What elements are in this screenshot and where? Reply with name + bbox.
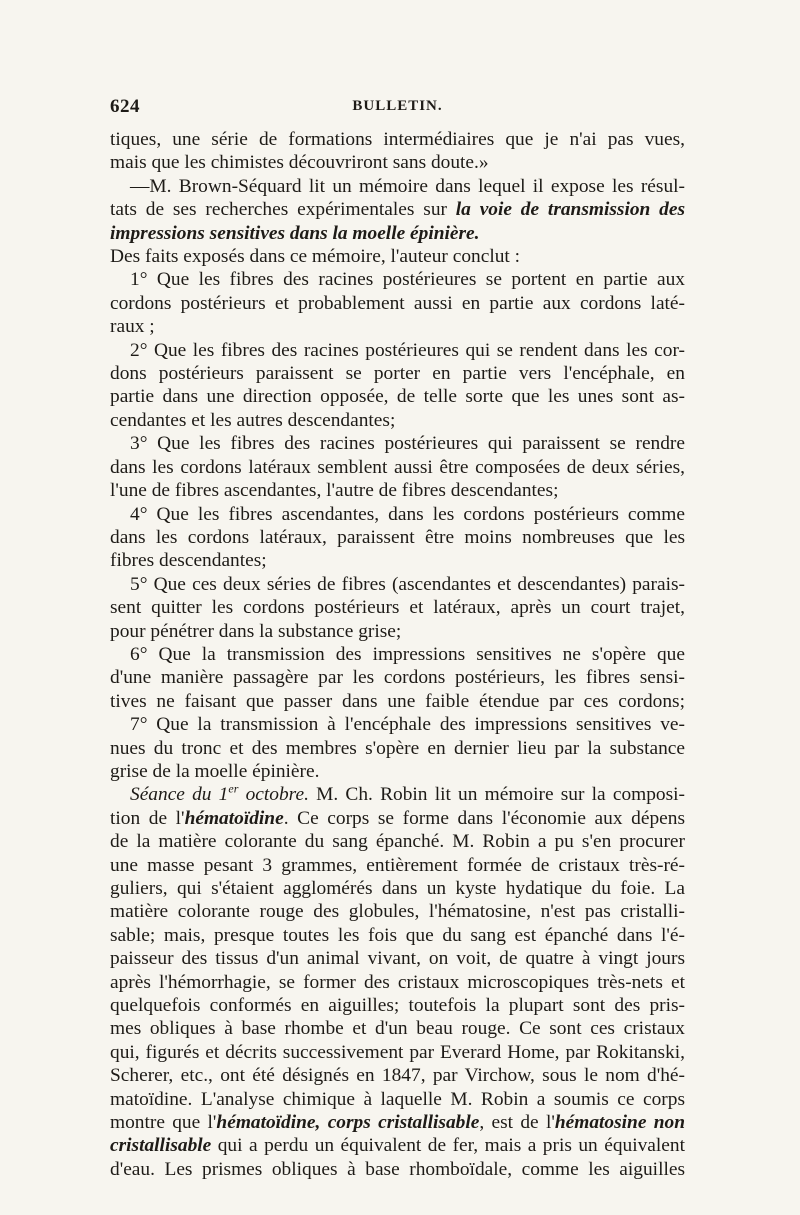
text-line <box>110 222 685 245</box>
text-line: fibres descendantes; <box>110 550 267 572</box>
text-line: d'eau. Les prismes obliques à base rhomboïdale, comme les aiguilles <box>110 1158 685 1180</box>
text-line: quelquefois conformés en aiguilles; toutefois la plupart sont des pris- <box>110 995 685 1017</box>
text-line: 7° Que la transmission à l'encéphale des impressions sensitives ve- <box>130 714 685 736</box>
text-line: une masse pesant 3 grammes, entièrement formée de cristaux très-ré- <box>110 854 685 876</box>
text-line: mes obliques à base rhombe et d'un beau rouge. Ce sont ces cristaux <box>110 1018 685 1040</box>
text-line: matière colorante rouge des globules, l'hématosine, n'est pas cristalli- <box>110 901 685 923</box>
running-title: BULLETIN. <box>352 98 443 114</box>
text-line: de la matière colorante du sang épanché. M. Robin a pu s'en procurer <box>110 831 685 853</box>
text-line: 3° Que les fibres des racines postérieures qui paraissent se rendre <box>130 433 685 455</box>
text-line: cordons postérieurs et probablement aussi en partie aux cordons laté- <box>110 292 685 314</box>
page-header <box>110 96 685 120</box>
text-line: après l'hémorrhagie, se former des cristaux microscopiques très-nets et <box>110 971 685 993</box>
text-line: —M. Brown-Séquard lit un mémoire dans lequel il expose les résul- <box>130 175 685 197</box>
text-line: 4° Que les fibres ascendantes, dans les cordons postérieurs comme <box>130 503 685 525</box>
text-line: 6° Que la transmission des impressions sensitives ne s'opère que <box>130 643 685 665</box>
text-line: nues du tronc et des membres s'opère en dernier lieu par la substance <box>110 737 685 759</box>
text-line: sable; mais, presque toutes les fois que du sang est épanché dans l'é- <box>110 924 685 946</box>
text-line: grise de la moelle épinière. <box>110 760 320 782</box>
text-line: 5° Que ces deux séries de fibres (ascendantes et descendantes) parais- <box>130 573 685 595</box>
text-line: tives ne faisant que passer dans une faible étendue par ces cordons; <box>110 690 685 712</box>
text-line: dons postérieurs paraissent se porter en partie vers l'encéphale, en <box>110 363 685 385</box>
text-line: 1° Que les fibres des racines postérieures se portent en partie aux <box>130 269 685 291</box>
text-line: sent quitter les cordons postérieurs et latéraux, après un court trajet, <box>110 597 685 619</box>
italic-title: impressions sensitives dans la moelle épinière. <box>110 222 480 244</box>
text-line: 2° Que les fibres des racines postérieures qui se rendent dans les cor- <box>130 339 685 361</box>
text-line: mais que les chimistes découvriront sans doute.» <box>110 152 489 174</box>
seance-label: Séance du 1er octobre. <box>130 781 309 806</box>
text-line: dans les cordons latéraux semblent aussi être composées de deux séries, <box>110 456 685 478</box>
text-line: qui, figurés et décrits successivement par Everard Home, par Rokitanski, <box>110 1041 685 1063</box>
italic-title: la voie de transmission des <box>455 199 685 221</box>
text-line: tiques, une série de formations intermédiaires que je n'ai pas vues, <box>110 129 685 150</box>
text-line: cristallisable qui a perdu un équivalent de fer, mais a pris un équivalent <box>110 1135 685 1157</box>
text-line: matoïdine. L'analyse chimique à laquelle M. Robin a soumis ce corps <box>110 1088 685 1110</box>
page-number: 624 <box>110 96 140 117</box>
text-line: dans les cordons latéraux, paraissent être moins nombreuses que les <box>110 526 685 548</box>
text-line: raux ; <box>110 316 155 338</box>
text-line: tion de l'hématoïdine. Ce corps se forme dans l'économie aux dépens <box>110 807 685 829</box>
text-line: cendantes et les autres descendantes; <box>110 409 396 431</box>
text-line: partie dans une direction opposée, de telle sorte que les unes sont as- <box>110 386 685 408</box>
text-line: Scherer, etc., ont été désignés en 1847, par Virchow, sous le nom d'hé- <box>110 1065 685 1087</box>
text-line: Séance du 1er octobre. M. Ch. Robin lit un mémoire sur la composi- <box>130 781 686 806</box>
text-line: montre que l'hématoïdine, corps cristallisable, est de l'hématosine non <box>110 1112 686 1134</box>
text-line: paisseur des tissus d'un animal vivant, on voit, de quatre à vingt jours <box>110 948 685 970</box>
text-line: guliers, qui s'étaient agglomérés dans un kyste hydatique du foie. La <box>110 878 685 899</box>
text-line: l'une de fibres ascendantes, l'autre de fibres descendantes; <box>110 480 559 502</box>
text-line: Des faits exposés dans ce mémoire, l'auteur conclut : <box>110 246 521 268</box>
text-line: d'une manière passagère par les cordons postérieurs, les fibres sensi- <box>110 667 685 689</box>
text-line: tats de ses recherches expérimentales sur la voie de transmission des <box>110 199 685 221</box>
text-line: pour pénétrer dans la substance grise; <box>110 620 402 642</box>
body-text <box>110 128 685 1181</box>
